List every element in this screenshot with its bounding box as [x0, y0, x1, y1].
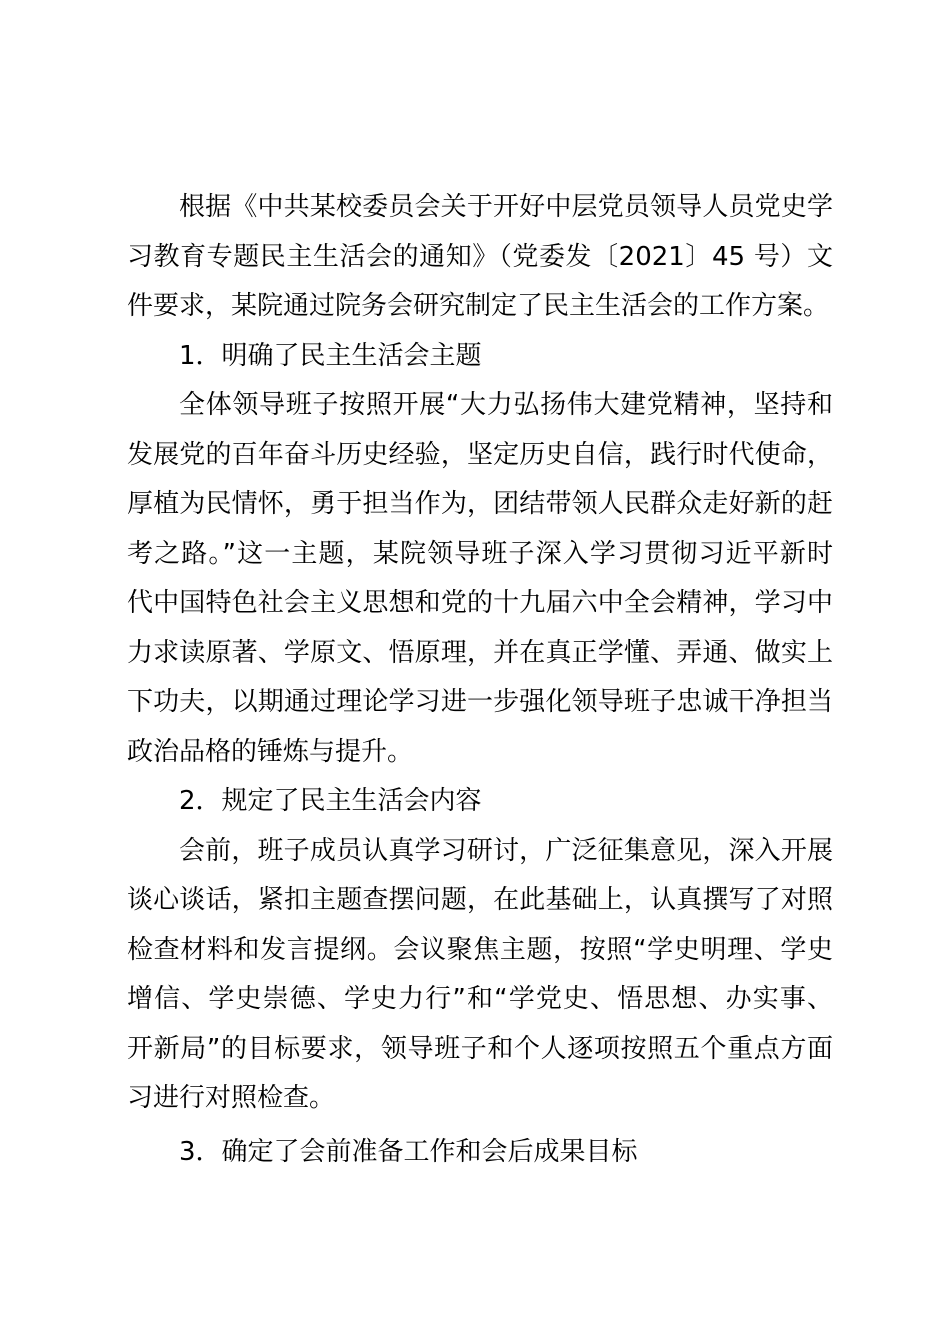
text-line: 下功夫，以期通过理论学习进一步强化领导班子忠诚干净担当 — [127, 687, 833, 717]
text-line: 政治品格的锤炼与提升。 — [127, 736, 414, 767]
text-line: 根据《中共某校委员会关于开好中层党员领导人员党史学 — [179, 192, 833, 222]
text-line: 发展党的百年奋斗历史经验，坚定历史自信，践行时代使命， — [127, 439, 833, 470]
text-line: 增信、学史崇德、学史力行”和“学党史、悟思想、办实事、 — [127, 984, 833, 1014]
text-line: 习进行对照检查。 — [127, 1083, 336, 1113]
text-line: 考之路。”这一主题，某院领导班子深入学习贯彻习近平新时 — [127, 538, 833, 569]
text-line: 会前，班子成员认真学习研讨，广泛征集意见，深入开展 — [179, 835, 833, 866]
text-line: 件要求，某院通过院务会研究制定了民主生活会的工作方案。 — [127, 291, 830, 321]
section-heading-2 — [127, 777, 833, 827]
document-body — [127, 183, 833, 1177]
section-heading-3 — [127, 1128, 833, 1178]
text-line: 力求读原著、学原文、悟原理，并在真正学懂、弄通、做实上 — [127, 637, 833, 668]
section-heading-1 — [127, 332, 833, 382]
content-paragraph — [127, 827, 833, 1124]
text-line: 代中国特色社会主义思想和党的十九届六中全会精神，学习中 — [127, 588, 833, 618]
text-line: 厚植为民情怀，勇于担当作为，团结带领人民群众走好新的赶 — [127, 489, 833, 519]
heading-text: 1．明确了民主生活会主题 — [179, 340, 482, 371]
text-line: 开新局”的目标要求，领导班子和个人逐项按照五个重点方面 — [127, 1033, 833, 1064]
theme-paragraph — [127, 381, 833, 777]
intro-paragraph — [127, 183, 833, 332]
text-line: 全体领导班子按照开展“大力弘扬伟大建党精神，坚持和 — [179, 390, 833, 420]
text-line: 习教育专题民主生活会的通知》（党委发〔2021〕45 号）文 — [127, 241, 833, 272]
text-line: 检查材料和发言提纲。会议聚焦主题，按照“学史明理、学史 — [127, 934, 833, 965]
text-line: 谈心谈话，紧扣主题查摆问题，在此基础上，认真撰写了对照 — [127, 885, 833, 915]
heading-text: 3．确定了会前准备工作和会后成果目标 — [179, 1136, 638, 1167]
heading-text: 2．规定了民主生活会内容 — [179, 786, 482, 816]
